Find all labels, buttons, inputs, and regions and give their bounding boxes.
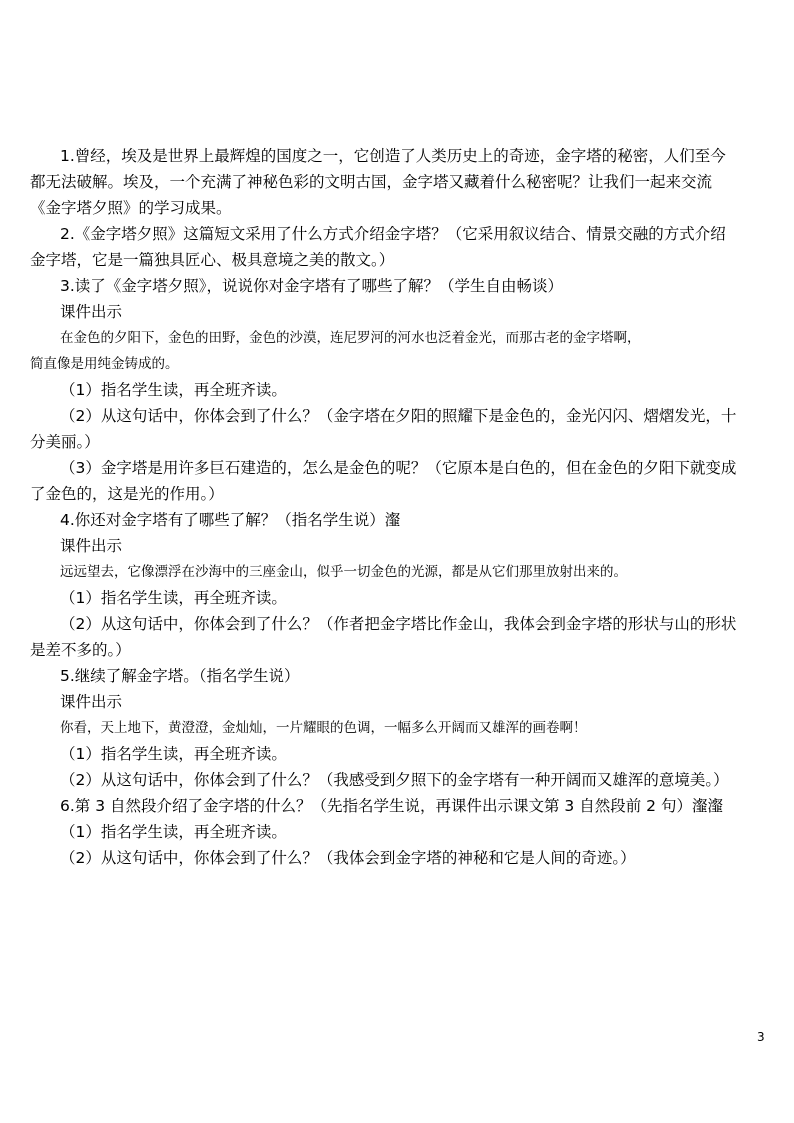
step-9: （2）从这句话中，你体会到了什么？（我体会到金字塔的神秘和它是人间的奇迹。） — [60, 849, 636, 867]
step-5-line-1: （2）从这句话中，你体会到了什么？（作者把金字塔比作金山，我体会到金字塔的形状与山的形状 — [60, 615, 737, 633]
document-body — [30, 143, 766, 871]
paragraph-2-line-2: 金字塔，它是一篇独具匠心、极具意境之美的散文。） — [30, 251, 395, 269]
step-2-line-1: （2）从这句话中，你体会到了什么？（金字塔在夕阳的照耀下是金色的，金光闪闪、熠熠发光，十 — [60, 407, 737, 425]
paragraph-1-line-3: 《金字塔夕照》的学习成果。 — [30, 199, 232, 217]
step-1-read: （1）指名学生读，再全班齐读。 — [60, 381, 287, 399]
quote-1-line-2: 简直像是用纯金铸成的。 — [30, 356, 179, 372]
paragraph-3: 3.读了《金字塔夕照》，说说你对金字塔有了哪些了解？（学生自由畅谈） — [60, 277, 564, 295]
paragraph-6: 6.第 3 自然段介绍了金字塔的什么？（先指名学生说，再课件出示课文第 3 自然段前 2 句）瀣瀣 — [60, 797, 723, 815]
paragraph-1-line-2: 都无法破解。埃及，一个充满了神秘色彩的文明古国，金字塔又藏着什么秘密呢？让我们一起来交流 — [30, 173, 713, 191]
paragraph-1-line-1: 1.曾经，埃及是世界上最辉煌的国度之一，它创造了人类历史上的奇迹，金字塔的秘密，人们至今 — [60, 147, 726, 165]
page-number: 3 — [757, 1030, 765, 1044]
quote-3: 你看，天上地下，黄澄澄，金灿灿，一片耀眼的色调，一幅多么开阔而又雄浑的画卷啊！ — [60, 720, 587, 736]
step-4-read: （1）指名学生读，再全班齐读。 — [60, 589, 287, 607]
quote-1-line-1: 在金色的夕阳下，金色的田野，金色的沙漠，连尼罗河的河水也泛着金光，而那古老的金字塔啊， — [60, 330, 641, 346]
step-8-read: （1）指名学生读，再全班齐读。 — [60, 823, 287, 841]
quote-2: 远远望去，它像漂浮在沙海中的三座金山，似乎一切金色的光源，都是从它们那里放射出来的。 — [60, 564, 627, 580]
step-3-line-1: （3）金字塔是用许多巨石建造的，怎么是金色的呢？（它原本是白色的，但在金色的夕阳下就变成 — [60, 459, 737, 477]
paragraph-4: 4.你还对金字塔有了哪些了解？（指名学生说）瀣 — [60, 511, 401, 529]
step-5-line-2: 是差不多的。） — [30, 641, 131, 659]
step-3-line-2: 了金色的，这是光的作用。） — [30, 485, 224, 503]
slide-heading-2: 课件出示 — [60, 537, 123, 555]
slide-heading-3: 课件出示 — [60, 693, 123, 711]
step-2-line-2: 分美丽。） — [30, 433, 100, 451]
step-7: （2）从这句话中，你体会到了什么？（我感受到夕照下的金字塔有一种开阔而又雄浑的意境美。） — [60, 771, 729, 789]
paragraph-2-line-1: 2.《金字塔夕照》这篇短文采用了什么方式介绍金字塔？（它采用叙议结合、情景交融的方式介绍 — [60, 225, 726, 243]
slide-heading-1: 课件出示 — [60, 303, 123, 321]
step-6-read: （1）指名学生读，再全班齐读。 — [60, 745, 287, 763]
paragraph-5: 5.继续了解金字塔。（指名学生说） — [60, 667, 300, 685]
